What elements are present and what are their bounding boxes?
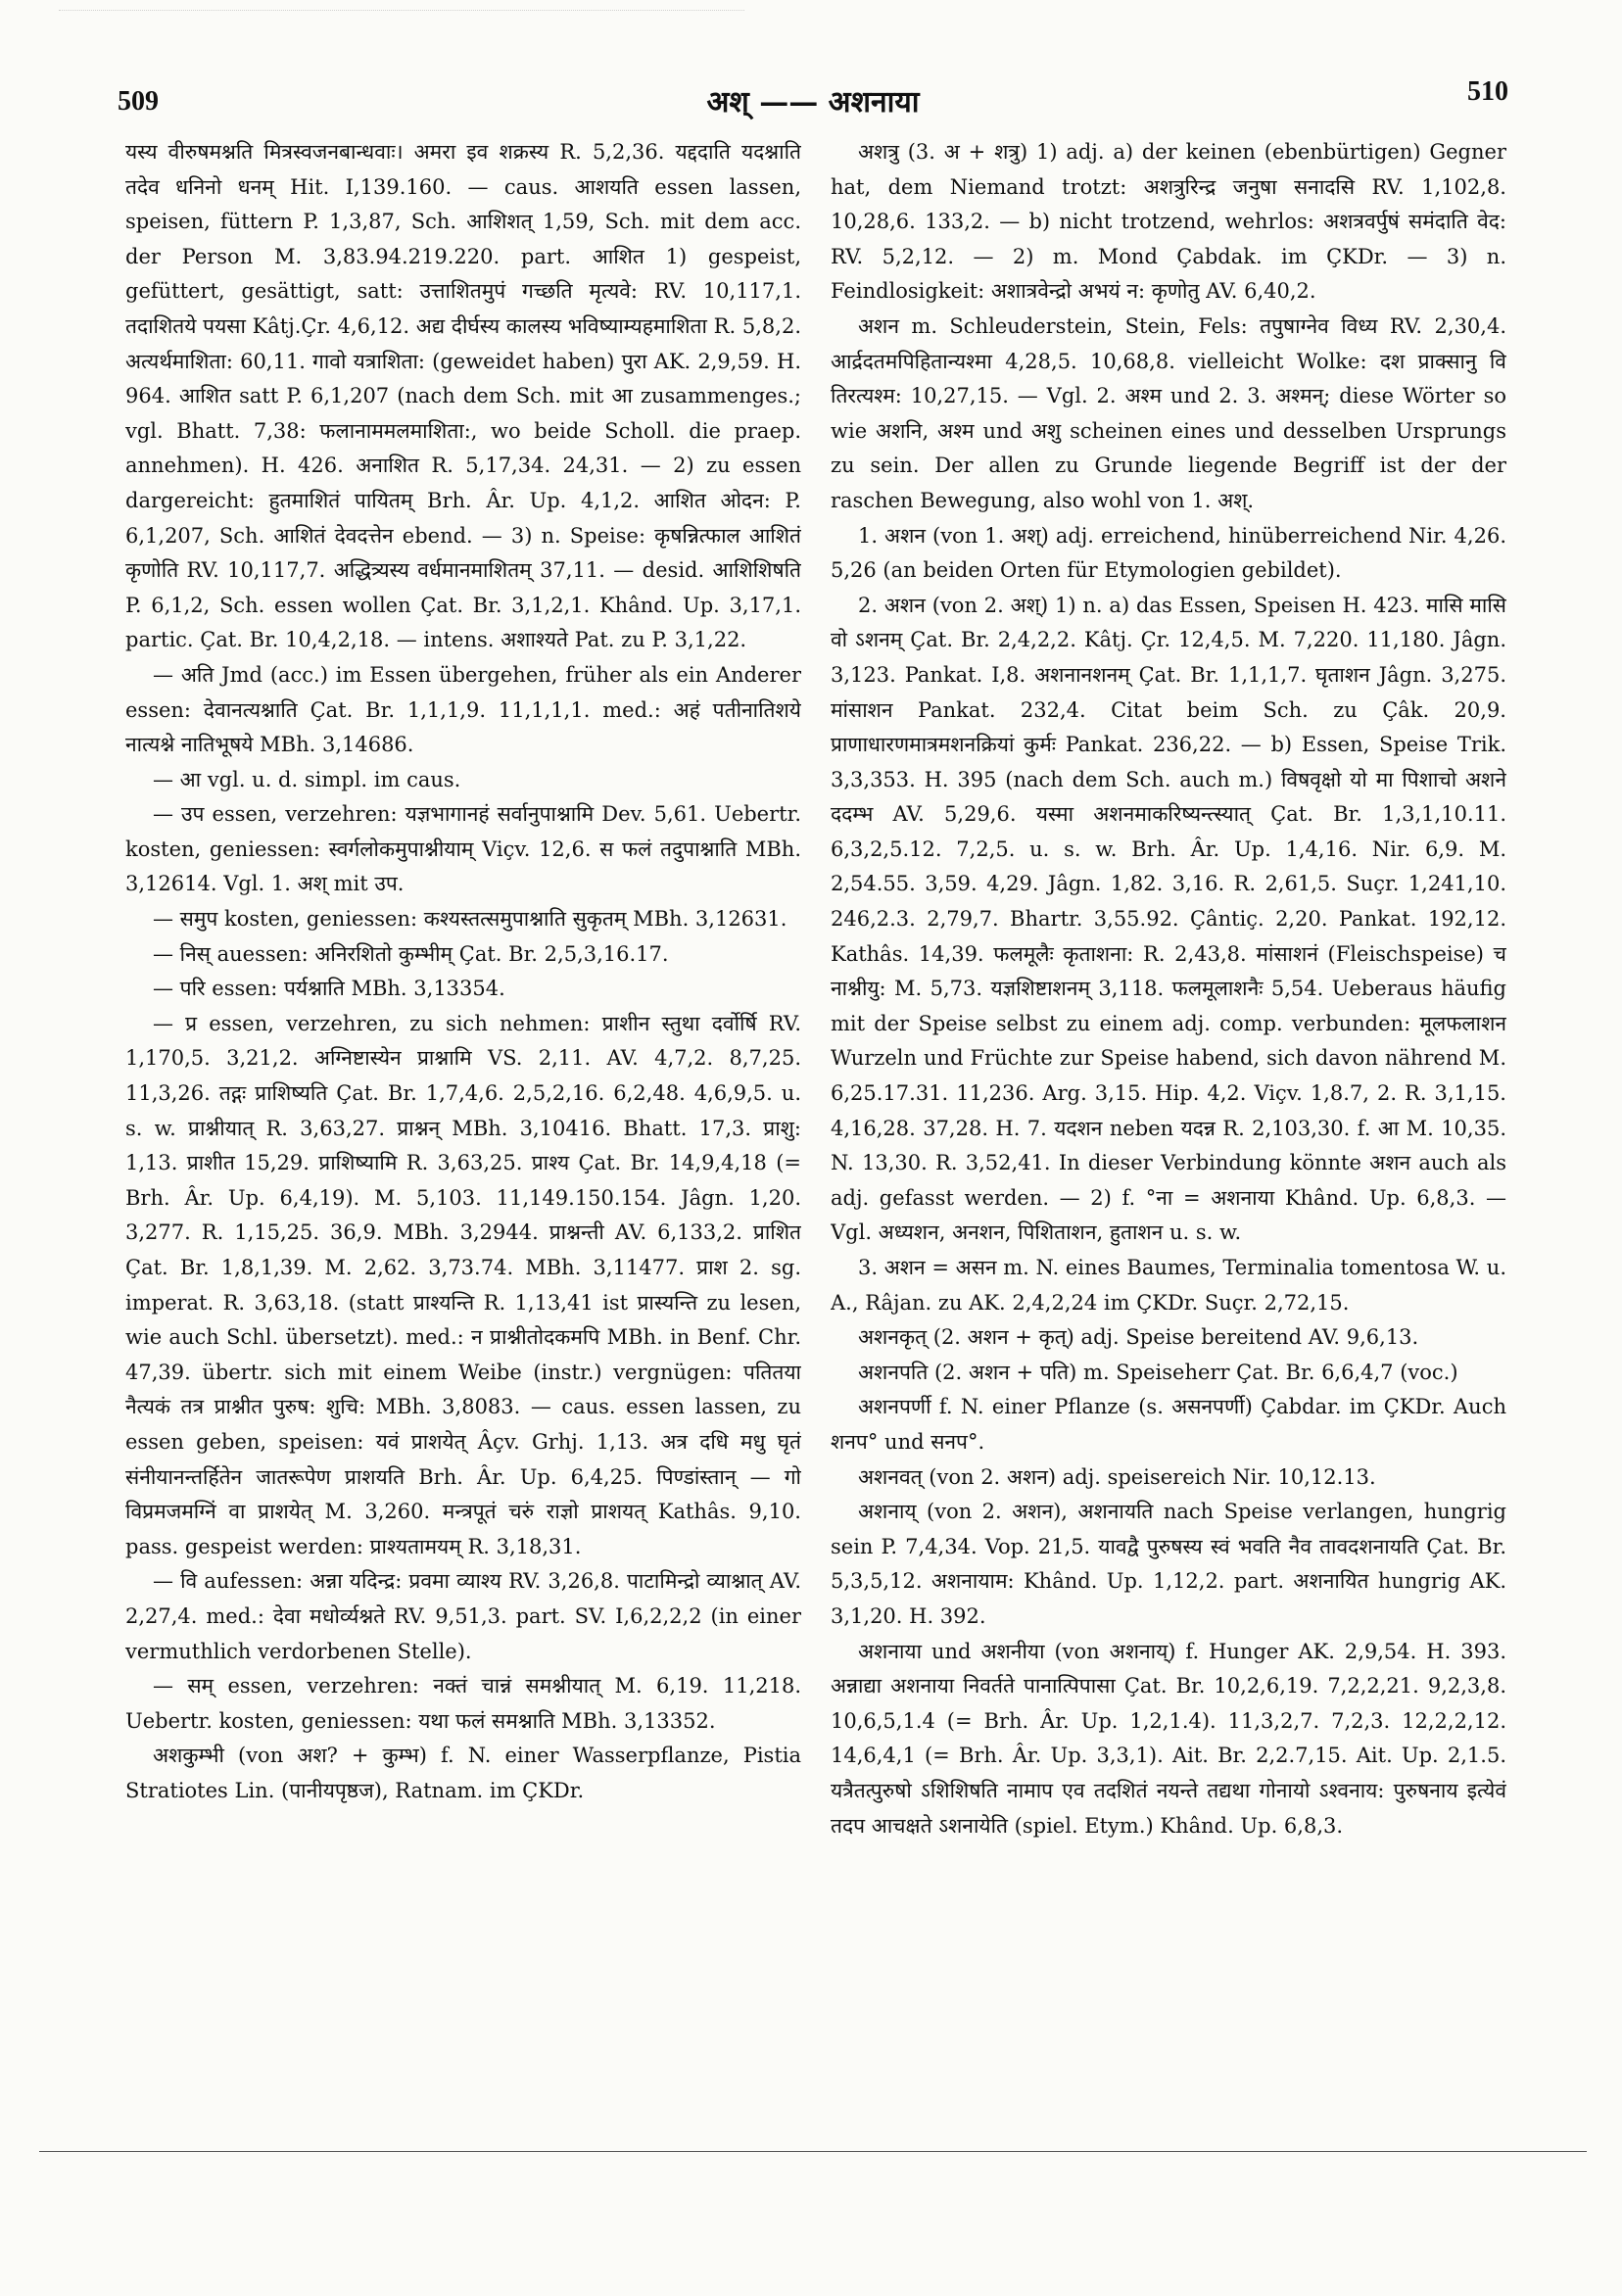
entry-text: — प्र essen, verzehren, zu sich nehmen: प्राशीन स्तुथा दर्वोर्षि RV. 1,170,5. 3,21,2. अग्निष्टास्येन प्राश्नामि VS. 2,11. AV. 4,7,2. 8,7,25. 11,3,26. तद्गः प्राशिष्यति Çat. Br. 1,7,4,6. 2,5,2,16. 6,2,48. 4,6,9,5. u. s. w. प्राश्नीयात् R. 3,63,27. प्राश्नन् MBh. 3,10416. Bhatt. 17,3. प्राशु: 1,13. प्राशीत 15,29. प्राशिष्यामि R. 3,63,25. प्राश्य Çat. Br. 14,9,4,18 (= Brh. Âr. Up. 6,4,19). M. 5,103. 11,149.150.154. Jâgn. 1,20. 3,277. R. 1,15,25. 36,9. MBh. 3,2944. प्राश्नन्ती AV. 6,133,2. प्राशित Çat. Br. 1,8,1,39. M. 2,62. 3,73.74. MBh. 3,11477. प्राश 2. sg. imperat. R. 3,63,18. (statt प्राश्यन्ति R. 1,13,41 ist प्रास्यन्ति zu lesen, wie auch Schl. übersetzt). med.: न प्राश्नीतोदकमपि MBh. in Benf. Chr. 47,39. übertr. sich mit einem Weibe (instr.) vergnügen: पतितया नैत्यकं तत्र प्राश्नीत पुरुष: शुचि: MBh. 3,8083. — caus. essen lassen, zu essen geben, speisen: यवं प्राशयेत् Âçv. Grhj. 1,13. अत्र दधि मधु घृतं संनीयानन्तर्हितेन जातरूपेण प्राशयति Brh. Âr. Up. 6,4,25. पिण्डांस्तान् — गो विप्रमजमग्निं वा प्राशयेत् M. 3,260. मन्त्रपूतं चरुं राज्ञो प्राशयत् Kathâs. 9,10. pass. gespeist werden: प्राश्यतामयम् R. 3,18,31. <box>125 1011 801 1558</box>
left-column <box>125 135 801 2016</box>
entry-text: — उप essen, verzehren: यज्ञभागानहं सर्वानुपाश्नामि Dev. 5,61. Uebertr. kosten, geniessen: स्वर्गलोकमुपाश्नीयाम् Viçv. 12,6. स फलं तदुपाश्नाति MBh. 3,12614. Vgl. 1. अश् mit उप. <box>125 802 801 896</box>
entry-text: 3. अशन = असन m. N. eines Baumes, Terminalia tomentosa W. u. A., Râjan. zu AK. 2,4,2,24 im ÇKDr. Suçr. 2,72,15. <box>831 1256 1506 1315</box>
entry-text: — निस् auessen: अनिरशितो कुम्भीम् Çat. Br. 2,5,3,16.17. <box>153 941 669 966</box>
entry-text: अशनवत् (von 2. अशन) adj. speisereich Nir. 10,12.13. <box>858 1464 1376 1489</box>
entry-text: — परि essen: पर्यश्नाति MBh. 3,13354. <box>153 977 505 1001</box>
entry-text: — वि aufessen: अन्ना यदिन्द्र: प्रवमा व्याश्य RV. 3,26,8. पाटामिन्द्रो व्याश्नात् AV. 2,27,4. med.: देवा मधोर्व्यश्नते RV. 9,51,3. part. SV. I,6,2,2,2 (in einer vermuthlich verdorbenen Stelle). <box>125 1569 801 1663</box>
running-title: अश् —— अशनाया <box>706 85 920 120</box>
entry-text: 2. अशन (von 2. अश्) 1) n. a) das Essen, Speisen H. 423. मासि मासि वो ऽशनम् Çat. Br. 2,4,2,2. Kâtj. Çr. 12,4,5. M. 7,220. 11,180. Jâgn. 3,123. Pankat. I,8. अशनानशनम् Çat. Br. 1,1,1,7. घृताशन Jâgn. 3,275. मांसाशन Pankat. 232,4. Citat beim Sch. zu Çâk. 20,9. प्राणाधारणमात्रमशनक्रियां कुर्मः Pankat. 236,22. — b) Essen, Speise Trik. 3,3,353. H. 395 (nach dem Sch. auch m.) विषवृक्षो यो मा पिशाचो अशने ददम्भ AV. 5,29,6. यस्मा अशनमाकरिष्यन्त्स्यात् Çat. Br. 1,3,1,10.11. 6,3,2,5.12. 7,2,5. u. s. w. Brh. Âr. Up. 1,4,16. Nir. 6,9. M. 2,54.55. 3,59. 4,29. Jâgn. 1,82. 3,16. R. 2,61,5. Suçr. 1,241,10. 246,2.3. 2,79,7. Bhartr. 3,55.92. Çântiç. 2,20. Pankat. 192,12. Kathâs. 14,39. फलमूलैः कृताशना: R. 2,43,8. मांसाशनं (Fleischspeise) च नाश्नीयु: M. 5,73. यज्ञशिष्टाशनम् 3,118. फलमूलाशनैः 5,54. Ueberaus häufig mit der Speise selbst zu einem adj. comp. verbunden: मूलफलाशन Wurzeln und Früchte zur Speise habend, sich davon nährend M. 6,25.17.31. 11,236. Arg. 3,15. Hip. 4,2. Viçv. 1,8.7, 2. R. 3,1,15. 4,16,28. 37,28. H. 7. यदशन neben यदन्न R. 2,103,30. f. आ M. 10,35. N. 13,30. R. 3,52,41. In dieser Verbindung könnte अशन auch als adj. gefasst werden. — 2) f. °ना = अशनाया Khând. Up. 6,8,3. — Vgl. अध्यशन, अनशन, पिशिताशन, हुताशन u. s. w. <box>831 593 1506 1245</box>
entry-text: — समुप kosten, geniessen: कश्यस्तत्समुपाश्नाति सुकृतम् MBh. 3,12631. <box>153 907 787 932</box>
entry-text: अशनपति (2. अशन + पति) m. Speiseherr Çat. Br. 6,6,4,7 (voc.) <box>858 1360 1458 1384</box>
right-page-number: 510 <box>1467 76 1508 107</box>
entry-text: अशन m. Schleuderstein, Stein, Fels: तपुषाग्नेव विध्य RV. 2,30,4. आर्द्रदतमपिहितान्यश्मा 4,28,5. 10,68,8. vielleicht Wolke: दश प्राक्सानु वि तिरत्यश्म: 10,27,15. — Vgl. 2. अश्म und 2. 3. अश्मन्; diese Wörter so wie अशनि, अश्म und अशु scheinen eines und desselben Ursprungs zu sein. Der allen zu Grunde liegende Begriff ist der der raschen Bewegung, also wohl von 1. अश्. <box>831 313 1506 512</box>
entry-text: अशनाय् (von 2. अशन), अशनायति nach Speise verlangen, hungrig sein P. 7,4,34. Vop. 21,5. यावद्वै पुरुषस्य स्वं भवति नैव तावदशनायति Çat. Br. 5,3,5,12. अशनायाम: Khând. Up. 1,12,2. part. अशनायित hungrig AK. 3,1,20. H. 392. <box>831 1500 1506 1628</box>
footer-rule <box>39 2151 1587 2152</box>
scan-noise <box>59 10 744 11</box>
entry-text: — सम् essen, verzehren: नक्तं चान्नं समश्नीयात् M. 6,19. 11,218. Uebertr. kosten, geniessen: यथा फलं समश्नाति MBh. 3,13352. <box>125 1674 801 1733</box>
entry-text: अशनाया und अशनीया (von अशनाय्) f. Hunger AK. 2,9,54. H. 393. अन्नाद्या अशनाया निवर्तते पानात्पिपासा Çat. Br. 10,2,6,19. 7,2,2,21. 9,2,3,8. 10,6,5,1.4 (= Brh. Âr. Up. 1,2,1.4). 11,3,2,7. 7,2,3. 12,2,2,12. 14,6,4,1 (= Brh. Âr. Up. 3,3,1). Ait. Br. 2,2.7,15. Ait. Up. 2,1.5. यत्रैतत्पुरुषो ऽशिशिषति नामाप एव तदशितं नयन्ते तद्यथा गोनायो ऽश्वनाय: पुरुषनाय इत्येवं तदप आचक्षते ऽशनायेति (spiel. Etym.) Khând. Up. 6,8,3. <box>831 1639 1506 1838</box>
page-header <box>118 76 1508 125</box>
entry-text: — आ vgl. u. d. simpl. im caus. <box>153 767 461 791</box>
entry-text: — अति Jmd (acc.) im Essen übergehen, früher als ein Anderer essen: देवानत्यश्नाति Çat. Br. 1,1,1,9. 11,1,1,1. med.: अहं पतीनातिशये नात्यश्ने नातिभूषये MBh. 3,14686. <box>125 662 801 757</box>
entry-text: अशनकृत् (2. अशन + कृत्) adj. Speise bereitend AV. 9,6,13. <box>858 1325 1419 1350</box>
entry-text: यस्य वीरुषमश्नति मित्रस्वजनबान्धवाः। अमरा इव शक्रस्य R. 5,2,36. यद्ददाति यदश्नाति तदेव धनिनो धनम् Hit. I,139.160. — caus. आशयति essen lassen, speisen, füttern P. 1,3,87, Sch. आशिशत् 1,59, Sch. mit dem acc. der Person M. 3,83.94.219.220. part. आशित 1) gespeist, gefüttert, gesättigt, satt: उत्ताशितमुपं गच्छति मृत्यवे: RV. 10,117,1. तदाशितये पयसा Kâtj.Çr. 4,6,12. अद्य दीर्घस्य कालस्य भविष्याम्यहमाशिता R. 5,8,2. अत्यर्थमाशिता: 60,11. गावो यत्राशिता: (geweidet haben) पुरा AK. 2,9,59. H. 964. आशित satt P. 6,1,207 (nach dem Sch. mit आ zusammenges.; vgl. Bhatt. 7,38: फलानाममलमाशिता:, wo beide Scholl. die praep. annehmen). H. 426. अनाशित R. 5,17,34. 24,31. — 2) zu essen dargereicht: हुतमाशितं पायितम् Brh. Âr. Up. 4,1,2. आशित ओदन: P. 6,1,207, Sch. आशितं देवदत्तेन ebend. — 3) n. Speise: कृषन्नित्फाल आशितं कृणोति RV. 10,117,7. अद्धित्र्यस्य वर्धमानमाशितम् 37,11. — desid. आशिशिषति P. 6,1,2, Sch. essen wollen Çat. Br. 3,1,2,1. Khând. Up. 3,17,1. partic. Çat. Br. 10,4,2,18. — intens. अशाश्यते Pat. zu P. 3,1,22. <box>125 140 801 652</box>
entry-text: 1. अशन (von 1. अश्) adj. erreichend, hinüberreichend Nir. 4,26. 5,26 (an beiden Orten für Etymologien gebildet). <box>831 523 1506 583</box>
right-column <box>831 135 1506 2016</box>
entry-text: अशकुम्भी (von अश? + कुम्भ) f. N. einer Wasserpflanze, Pistia Stratiotes Lin. (पानीयपृष्ठज), Ratnam. im ÇKDr. <box>125 1744 801 1802</box>
entry-text: अशत्रु (3. अ + शत्रु) 1) adj. a) der keinen (ebenbürtigen) Gegner hat, dem Niemand trotzt: अशत्रुरिन्द्र जनुषा सनादसि RV. 1,102,8. 10,28,6. 133,2. — b) nicht trotzend, wehrlos: अशत्रवर्पुषं समंदाति वेद: RV. 5,2,12. — 2) m. Mond Çabdak. im ÇKDr. — 3) n. Feindlosigkeit: अशात्रवेन्द्रो अभयं न: कृणोतु AV. 6,40,2. <box>831 140 1506 304</box>
entry-text: अशनपर्णी f. N. einer Pflanze (s. असनपर्णी) Çabdar. im ÇKDr. Auch शनप° und सनप°. <box>831 1395 1506 1454</box>
left-page-number: 509 <box>118 86 159 117</box>
